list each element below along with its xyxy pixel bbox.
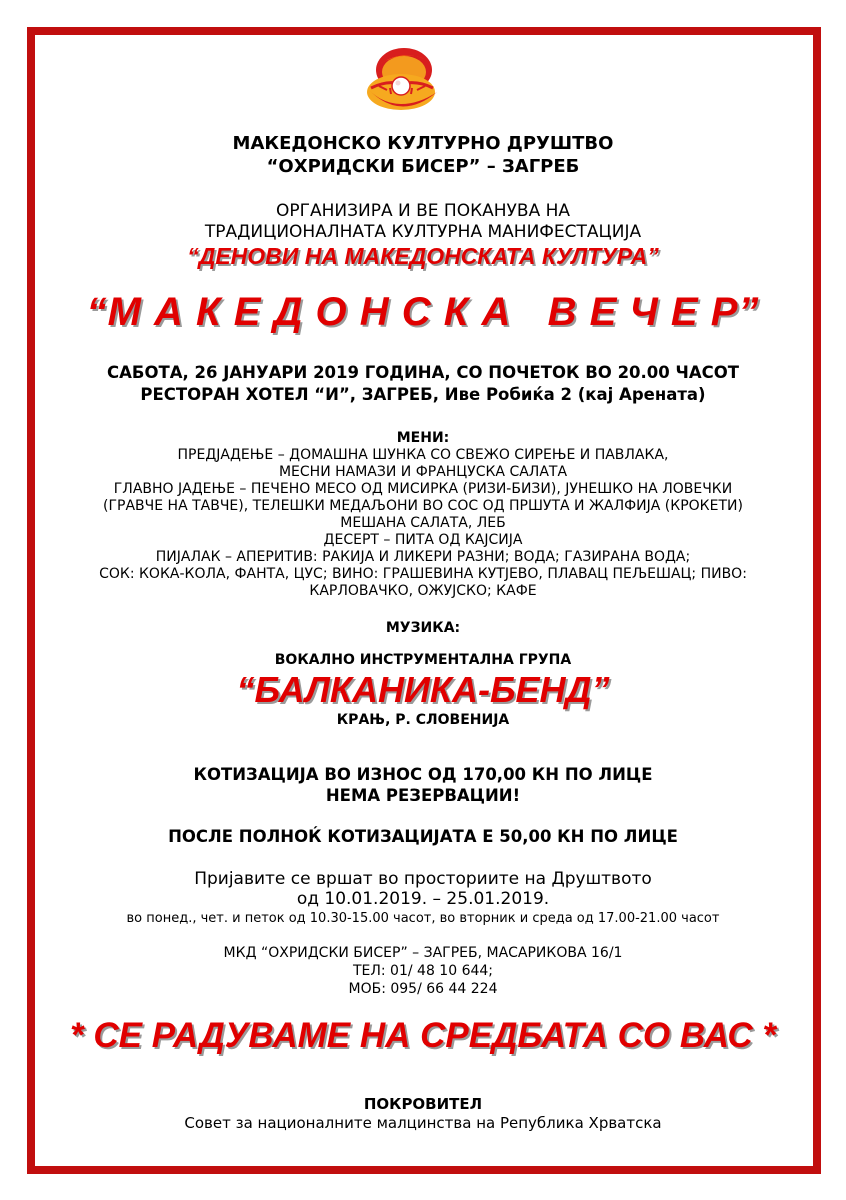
registration-dates: од 10.01.2019. – 25.01.2019. [296,889,550,909]
event-venue: РЕСТОРАН ХОТЕЛ “И”, ЗАГРЕБ, Иве Робиќа 2 (кај Арената) [140,385,706,404]
menu-item: МЕШАНА САЛАТА, ЛЕБ [340,515,506,531]
org-name-line1: МАКЕДОНСКО КУЛТУРНО ДРУШТВО [232,133,614,154]
price-line: КОТИЗАЦИЈА ВО ИЗНОС ОД 170,00 КН ПО ЛИЦЕ [193,765,653,784]
registration-hours: во понед., чет. и петок од 10.30-15.00 часот, во вторник и среда од 17.00-21.00 часот [126,911,720,926]
after-midnight-price: ПОСЛЕ ПОЛНОЌ КОТИЗАЦИЈАТА Е 50,00 КН ПО ЛИЦЕ [168,827,678,846]
music-heading: МУЗИКА: [385,620,461,636]
page-border [27,27,821,1174]
menu-item: ДЕСЕРТ – ПИТА ОД КАЈСИЈА [323,532,523,548]
band-name: “БАЛКАНИКА-БЕНД” [236,669,610,710]
invite-line2: ТРАДИЦИОНАЛНАТА КУЛТУРНА МАНИФЕСТАЦИЈА [204,222,642,242]
band-type: ВОКАЛНО ИНСТРУМЕНТАЛНА ГРУПА [274,652,572,668]
menu-item: МЕСНИ НАМАЗИ И ФРАНЦУСКА САЛАТА [278,464,568,480]
festival-name: “ДЕНОВИ НА МАКЕДОНСКАТА КУЛТУРА” [187,243,659,269]
no-reservations: НЕМА РЕЗЕРВАЦИИ! [325,786,521,805]
pearl-oyster-logo [357,40,447,120]
patron-heading: ПОКРОВИТЕЛ [363,1095,483,1113]
band-origin: КРАЊ, Р. СЛОВЕНИЈА [336,712,510,728]
contact-mobile: МОБ: 095/ 66 44 224 [348,981,498,997]
menu-heading: МЕНИ: [396,430,450,446]
menu-item: СОК: КОКА-КОЛА, ФАНТА, ЦУС; ВИНО: ГРАШЕВИНА КУТЈЕВО, ПЛАВАЦ ПЕЉЕШАЦ; ПИВО: [99,566,747,582]
contact-phone: ТЕЛ: 01/ 48 10 644; [352,963,494,979]
menu-item: (ГРАВЧЕ НА ТАВЧЕ), ТЕЛЕШКИ МЕДАЉОНИ ВО СОС ОД ПРШУТА И ЖАЛФИЈА (КРОКЕТИ) [103,498,743,514]
menu-item: ГЛАВНО ЈАДЕЊЕ – ПЕЧЕНО МЕСО ОД МИСИРКА (РИЗИ-БИЗИ), ЈУНЕШКО НА ЛОВЕЧКИ [113,481,733,497]
menu-list [0,447,846,600]
invite-line1: ОРГАНИЗИРА И ВЕ ПОКАНУВА НА [275,201,571,221]
event-title: “М А К Е Д О Н С К А В Е Ч Е Р” [86,290,760,334]
menu-item: ПРЕДЈАДЕЊЕ – ДОМАШНА ШУНКА СО СВЕЖО СИРЕЊЕ И ПАВЛАКА, [177,447,669,463]
registration-line1: Пријавите се вршат во просториите на Друштвото [194,869,652,889]
menu-item: ПИЈАЛАК – АПЕРИТИВ: РАКИЈА И ЛИКЕРИ РАЗНИ; ВОДА; ГАЗИРАНА ВОДА; [155,549,691,565]
event-date: САБОТА, 26 ЈАНУАРИ 2019 ГОДИНА, СО ПОЧЕТОК ВО 20.00 ЧАСОТ [107,363,739,382]
org-name-line2: “ОХРИДСКИ БИСЕР” – ЗАГРЕБ [266,156,580,177]
contact-address: МКД “ОХРИДСКИ БИСЕР” – ЗАГРЕБ, МАСАРИКОВА 16/1 [223,945,623,961]
menu-item: КАРЛОВАЧКО, ОЖУЈСКО; КАФЕ [309,583,537,599]
closing-message: * СЕ РАДУВАМЕ НА СРЕДБАТА СО ВАС * [70,1016,776,1055]
patron-name: Совет за националните малцинства на Република Хрватска [184,1114,662,1132]
